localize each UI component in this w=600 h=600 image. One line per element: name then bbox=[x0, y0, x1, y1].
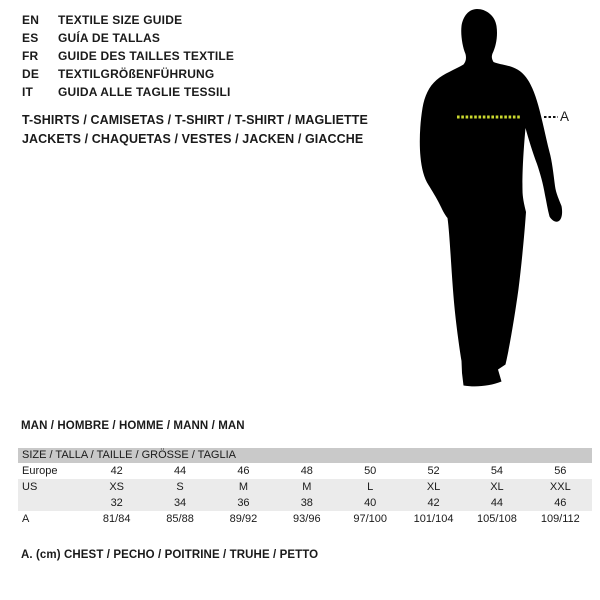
table-cell: 109/112 bbox=[540, 513, 580, 525]
table-cell: 40 bbox=[364, 497, 377, 509]
size-table bbox=[18, 448, 592, 527]
language-code: IT bbox=[22, 85, 34, 99]
table-row-chest-cm bbox=[18, 511, 592, 527]
language-row-fr bbox=[22, 47, 234, 65]
language-code: EN bbox=[22, 13, 40, 27]
table-cell: XL bbox=[426, 481, 441, 493]
language-label: GUIDA ALLE TAGLIE TESSILI bbox=[58, 85, 231, 99]
garment-line-jackets: JACKETS / CHAQUETAS / VESTES / JACKEN / GIACCHE bbox=[22, 132, 364, 146]
table-cell: 38 bbox=[300, 497, 313, 509]
size-table-header: SIZE / TALLA / TAILLE / GRÖSSE / TAGLIA bbox=[18, 448, 592, 463]
language-list bbox=[22, 11, 234, 101]
language-row-en bbox=[22, 11, 234, 29]
table-cell: 105/108 bbox=[477, 513, 517, 525]
table-cell: 97/100 bbox=[353, 513, 388, 525]
table-cell: 32 bbox=[110, 497, 123, 509]
table-cell: M bbox=[302, 481, 312, 493]
language-label: TEXTILE SIZE GUIDE bbox=[58, 13, 183, 27]
man-silhouette-figure bbox=[418, 6, 568, 398]
table-cell: 34 bbox=[173, 497, 187, 509]
table-cell: 81/84 bbox=[102, 513, 131, 525]
garment-line-tshirts: T-SHIRTS / CAMISETAS / T-SHIRT / T-SHIRT / MAGLIETTE bbox=[22, 113, 368, 127]
table-cell: 36 bbox=[237, 497, 250, 509]
table-cell: 48 bbox=[300, 465, 313, 477]
row-label: US bbox=[22, 481, 38, 493]
table-cell: 101/104 bbox=[413, 513, 454, 525]
table-cell: 44 bbox=[490, 497, 504, 509]
measurement-footnote: A. (cm) CHEST / PECHO / POITRINE / TRUHE / PETTO bbox=[21, 549, 319, 561]
language-code: ES bbox=[22, 31, 39, 45]
language-label: GUÍA DE TALLAS bbox=[58, 31, 161, 45]
chest-measure-label: A bbox=[560, 109, 570, 124]
table-cell: 46 bbox=[237, 465, 250, 477]
table-cell: 56 bbox=[554, 465, 567, 477]
table-row-europe bbox=[18, 463, 592, 479]
table-cell: XL bbox=[490, 481, 504, 493]
table-cell: 54 bbox=[490, 465, 504, 477]
language-code: FR bbox=[22, 49, 39, 63]
table-row-us-numeric bbox=[18, 495, 592, 511]
table-cell: 46 bbox=[554, 497, 567, 509]
table-cell: XXL bbox=[549, 481, 571, 493]
table-cell: L bbox=[367, 481, 374, 493]
table-cell: 89/92 bbox=[229, 513, 258, 525]
table-cell: 93/96 bbox=[293, 513, 321, 525]
language-row-es bbox=[22, 29, 234, 47]
language-row-it bbox=[22, 83, 234, 101]
table-cell: 44 bbox=[173, 465, 187, 477]
table-cell: 42 bbox=[427, 497, 440, 509]
language-row-de bbox=[22, 65, 234, 83]
table-cell: M bbox=[238, 481, 249, 493]
section-title-man: MAN / HOMBRE / HOMME / MANN / MAN bbox=[21, 420, 245, 432]
table-cell: 50 bbox=[364, 465, 377, 477]
table-row-us bbox=[18, 479, 592, 495]
table-cell: XS bbox=[109, 481, 125, 493]
table-cell: 42 bbox=[110, 465, 123, 477]
row-label: A bbox=[22, 513, 30, 525]
garment-category-lines bbox=[22, 111, 368, 149]
man-silhouette-svg bbox=[418, 6, 568, 398]
man-silhouette-path bbox=[420, 9, 562, 386]
table-cell: S bbox=[176, 481, 184, 493]
language-label: GUIDE DES TAILLES TEXTILE bbox=[58, 49, 235, 63]
language-label: TEXTILGRÖßENFÜHRUNG bbox=[58, 67, 215, 81]
language-code: DE bbox=[22, 67, 40, 81]
table-cell: 85/88 bbox=[166, 513, 194, 525]
table-cell: 52 bbox=[427, 465, 440, 477]
chest-measure-leader-line bbox=[544, 116, 558, 118]
row-label: Europe bbox=[22, 465, 58, 477]
